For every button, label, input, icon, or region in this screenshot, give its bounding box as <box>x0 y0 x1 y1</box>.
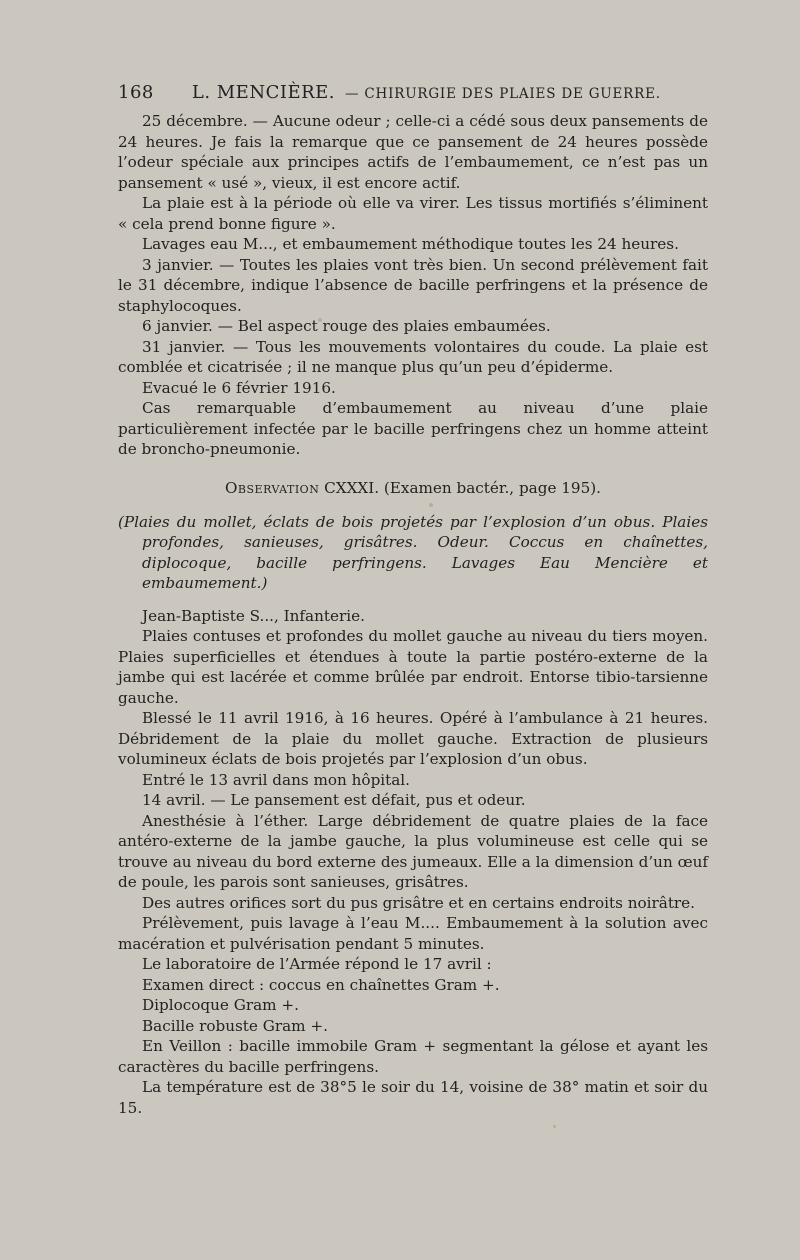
paragraph: 31 janvier. — Tous les mouvements volontaires du coude. La plaie est comblée et cicatrisée ; il ne manque plus qu’un peu d’épiderme. <box>118 337 708 376</box>
text-before-observation <box>118 111 708 460</box>
paper-spot <box>553 1125 556 1128</box>
paragraph: Examen direct : coccus en chaînettes Gram +. <box>142 975 500 994</box>
section-spacer <box>118 460 708 478</box>
paragraph: Des autres orifices sort du pus grisâtre et en certains endroits noirâtre. <box>142 893 695 912</box>
paragraph: 6 janvier. — Bel aspect rouge des plaies embaumées. <box>142 317 551 335</box>
paragraph: Diplocoque Gram +. <box>142 996 299 1014</box>
author-name: L. MENCIÈRE. <box>191 82 336 103</box>
paragraph: Prélèvement, puis lavage à l’eau M.... Embaumement à la solution avec macération et pulvérisation pendant 5 minutes. <box>118 914 708 953</box>
paragraph: 3 janvier. — Toutes les plaies vont très bien. Un second prélèvement fait le 31 décembre, indique l’absence de bacille perfringens et la présence de staphylocoques. <box>118 255 708 315</box>
running-header <box>118 82 708 103</box>
paragraph: Plaies contuses et profondes du mollet gauche au niveau du tiers moyen. Plaies superficielles et étendues à toute la partie postéro-externe de la jambe qui est lacérée et comme brûlée par endroit. Entorse tibio-tarsienne gauche. <box>118 627 708 707</box>
observation-number: CXXXI. <box>324 478 380 497</box>
paragraph: Entré le 13 avril dans mon hôpital. <box>142 770 410 789</box>
paragraph: En Veillon : bacille immobile Gram + segmentant la gélose et ayant les caractères du bacille perfringens. <box>118 1037 708 1076</box>
paper-spot <box>318 318 322 322</box>
paragraph: La plaie est à la période où elle va virer. Les tissus mortifiés s’éliminent « cela prend bonne figure ». <box>118 194 708 233</box>
observation-reference: (Examen bactér., page 195). <box>383 478 602 497</box>
header-title: — CHIRURGIE DES PLAIES DE GUERRE. <box>345 86 661 102</box>
observation-summary: (Plaies du mollet, éclats de bois projetés par l’explosion d’un obus. Plaies profondes, sanieuses, grisâtres. Odeur. Coccus en chaînettes, diplocoque, bacille perfringens. Lavages Eau Mencière et embaumement.) <box>118 512 708 592</box>
paper-spot <box>429 503 433 507</box>
paragraph: Cas remarquable d’embaumement au niveau d’une plaie particulièrement infectée par le bacille perfringens chez un homme atteint de broncho-pneumonie. <box>118 399 708 458</box>
observation-heading <box>118 478 708 498</box>
paragraph: Le laboratoire de l’Armée répond le 17 avril : <box>142 955 492 973</box>
paragraph: 14 avril. — Le pansement est défait, pus et odeur. <box>142 791 526 809</box>
observation-label: Observation <box>224 478 320 497</box>
paragraph: 25 décembre. — Aucune odeur ; celle-ci a cédé sous deux pansements de 24 heures. Je fais la remarque que ce pansement de 24 heures possède l’odeur spéciale aux principes actifs de l’embaumement, ce n’est pas un pansement « usé », vieux, il est encore actif. <box>118 112 708 192</box>
paragraph: Evacué le 6 février 1916. <box>142 378 336 397</box>
paragraph: La température est de 38°5 le soir du 14, voisine de 38° matin et soir du 15. <box>118 1078 708 1117</box>
text-after-observation <box>118 606 708 1119</box>
paragraph: Blessé le 11 avril 1916, à 16 heures. Opéré à l’ambulance à 21 heures. Débridement de la plaie du mollet gauche. Extraction de plusieurs volumineux éclats de bois projetés par l’explosion d’un obus. <box>118 709 708 768</box>
paragraph: Jean-Baptiste S..., Infanterie. <box>142 606 365 625</box>
paragraph: Anesthésie à l’éther. Large débridement de quatre plaies de la face antéro-externe de la jambe gauche, la plus volumineuse est celle qui se trouve au niveau du bord externe des jumeaux. Elle a la dimension d’un œuf de poule, les parois sont sanieuses, grisâtres. <box>118 811 708 891</box>
paragraph: Lavages eau M..., et embaumement méthodique toutes les 24 heures. <box>142 235 679 253</box>
page-number: 168 <box>118 82 154 103</box>
paragraph: Bacille robuste Gram +. <box>142 1016 328 1035</box>
